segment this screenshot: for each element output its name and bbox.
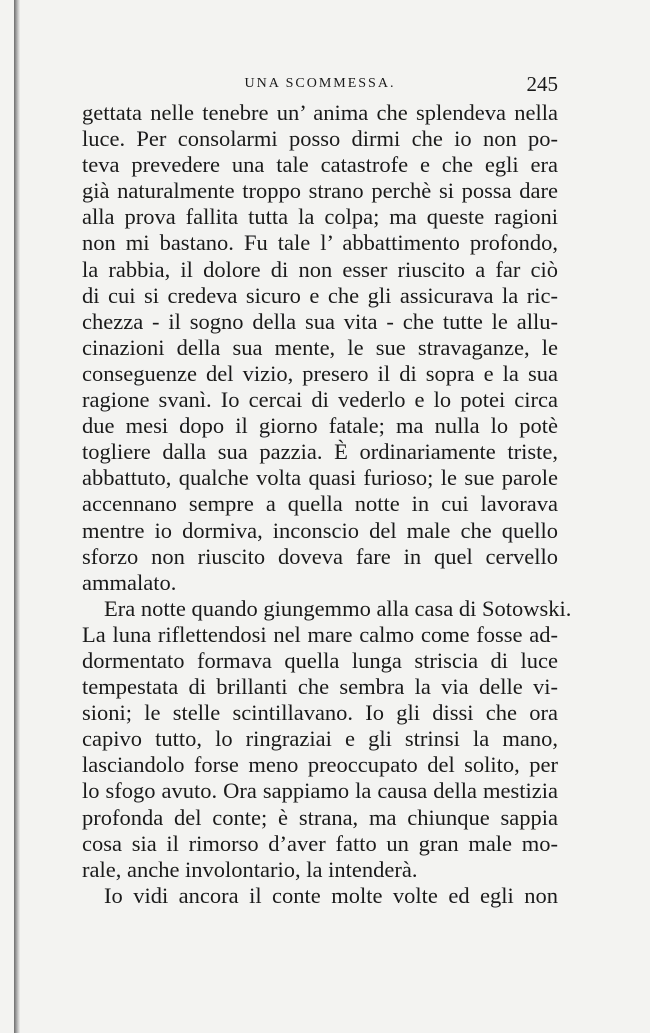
text-line: sforzo non riuscito doveva fare in quel cervello <box>82 543 558 569</box>
paragraph-start-line: Io vidi ancora il conte molte volte ed egli non <box>104 882 558 908</box>
text-line: teva prevedere una tale catastrofe e che egli era <box>82 152 558 178</box>
text-line: dormentato formava quella lunga striscia di luce <box>82 647 558 673</box>
text-line: ragione svanì. Io cercai di vederlo e lo potei circa <box>82 387 558 413</box>
text-line: di cui si credeva sicuro e che gli assicurava la ric- <box>82 282 558 308</box>
text-line: conseguenze del vizio, presero il di sopra e la sua <box>82 360 558 386</box>
page-binding-edge <box>14 0 20 1033</box>
text-line: togliere dalla sua pazzia. È ordinariamente triste, <box>82 439 558 465</box>
body-text <box>82 100 572 909</box>
text-line: abbattuto, qualche volta quasi furioso; le sue parole <box>82 465 558 491</box>
text-line: mentre io dormiva, inconscio del male che quello <box>82 517 558 543</box>
paragraph-end-line: ammalato. <box>82 569 177 595</box>
text-line: accennano sempre a quella notte in cui lavorava <box>82 491 558 517</box>
running-title: UNA SCOMMESSA. <box>244 76 396 91</box>
text-line: profonda del conte; è strana, ma chiunque sappia <box>82 804 558 830</box>
text-line: due mesi dopo il giorno fatale; ma nulla lo potè <box>82 413 558 439</box>
text-line: la rabbia, il dolore di non esser riuscito a far ciò <box>82 256 558 282</box>
text-line: tempestata di brillanti che sembra la via delle vi- <box>82 674 558 700</box>
paragraph-end-line: rale, anche involontario, la intenderà. <box>82 856 418 882</box>
text-line: lo sfogo avuto. Ora sappiamo la causa della mestizia <box>82 778 558 804</box>
text-line: luce. Per consolarmi posso dirmi che io non po- <box>82 126 558 152</box>
text-line: non mi bastano. Fu tale l’ abbattimento profondo, <box>82 230 558 256</box>
page-header <box>82 72 558 98</box>
text-line: cosa sia il rimorso d’aver fatto un gran male mo- <box>82 830 558 856</box>
text-line: chezza - il sogno della sua vita - che tutte le allu- <box>82 308 558 334</box>
text-line: lasciandolo forse meno preoccupato del solito, per <box>82 752 558 778</box>
text-line: capivo tutto, lo ringraziai e gli strinsi la mano, <box>82 726 558 752</box>
text-line: alla prova fallita tutta la colpa; ma queste ragioni <box>82 204 558 230</box>
text-line: La luna riflettendosi nel mare calmo come fosse ad- <box>82 621 558 647</box>
page-number: 245 <box>526 72 558 96</box>
paragraph-start-line: Era notte quando giungemmo alla casa di Sotowski. <box>104 595 572 621</box>
text-line: già naturalmente troppo strano perchè si possa dare <box>82 178 558 204</box>
text-line: sioni; le stelle scintillavano. Io gli dissi che ora <box>82 700 558 726</box>
text-line: cinazioni della sua mente, le sue stravaganze, le <box>82 334 558 360</box>
text-line: gettata nelle tenebre un’ anima che splendeva nella <box>82 100 558 125</box>
